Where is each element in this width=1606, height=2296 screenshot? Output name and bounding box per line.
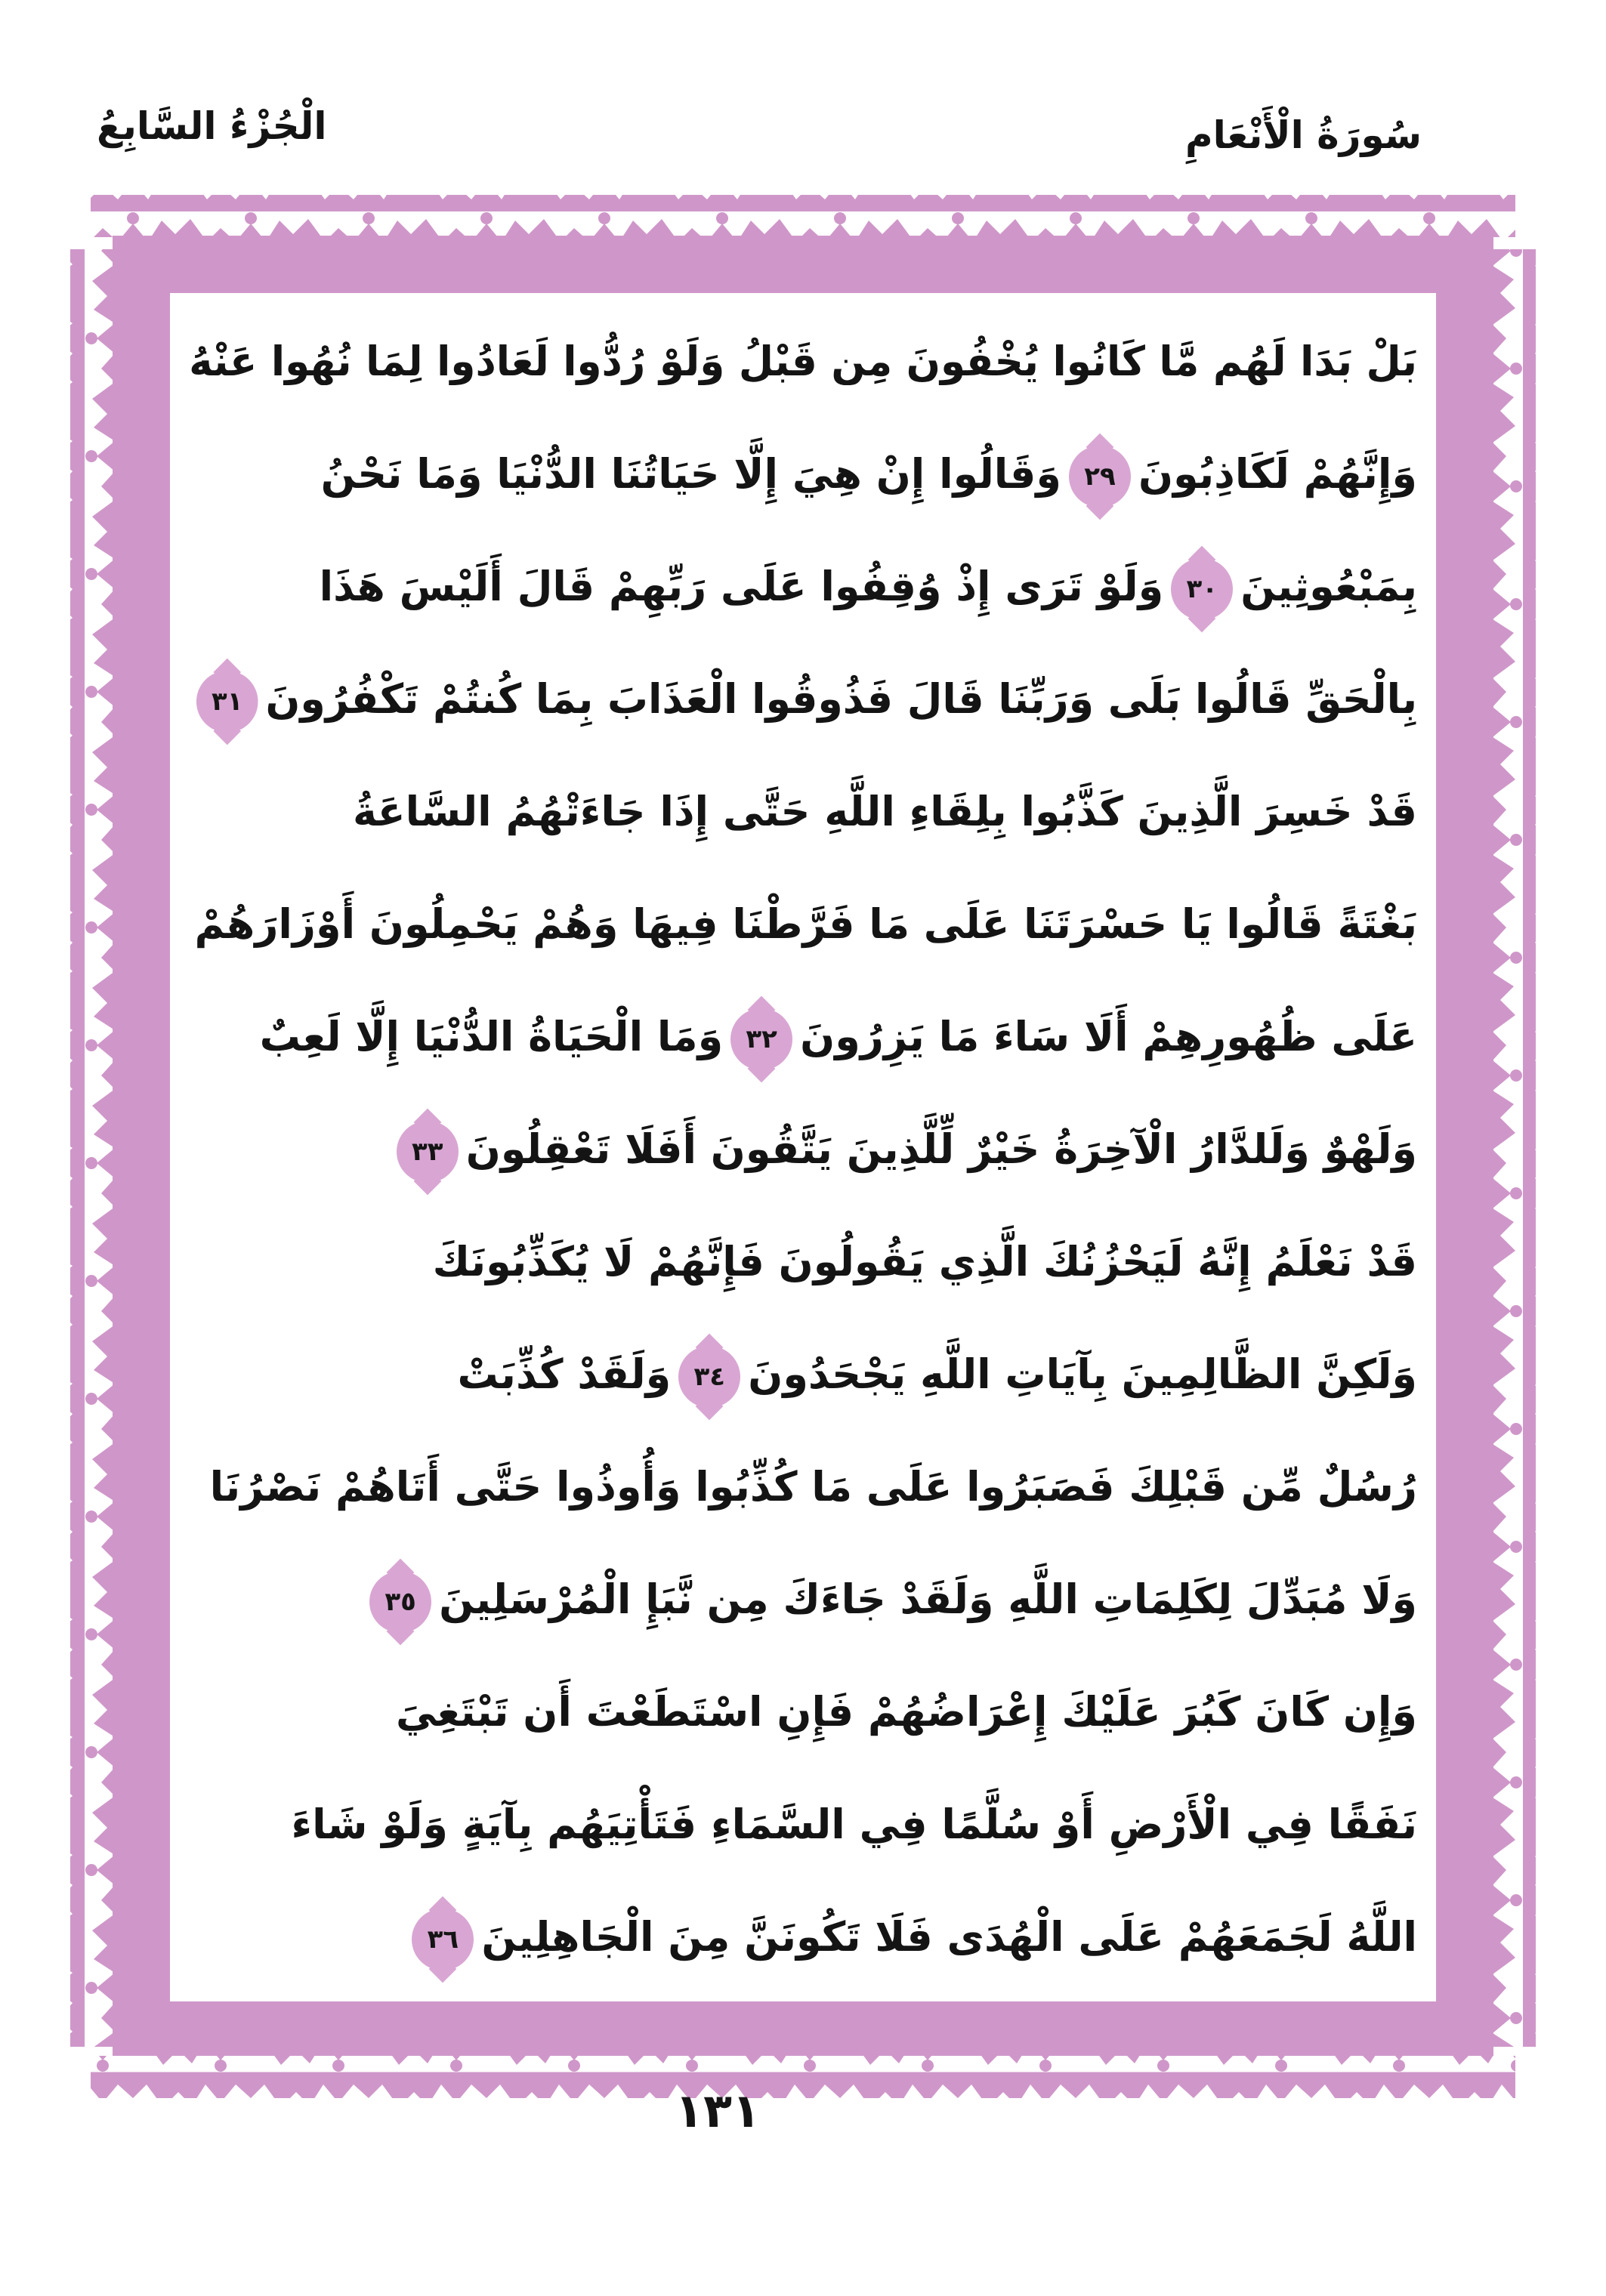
verse-marker [397, 1121, 459, 1183]
quran-text: نَفَقًا فِي الْأَرْضِ أَوْ سُلَّمًا فِي السَّمَاءِ فَتَأْتِيَهُم بِآيَةٍ وَلَوْ شَاءَ [291, 1801, 1417, 1848]
verse-number: ٣٤ [693, 1362, 726, 1393]
quran-text: وَلَكِنَّ الظَّالِمِينَ بِآيَاتِ اللَّهِ يَجْحَدُونَ [748, 1350, 1417, 1398]
verse-number: ٣٦ [427, 1924, 459, 1955]
verse-marker [412, 1909, 474, 1970]
verse-marker [196, 671, 258, 733]
verse-marker [678, 1346, 740, 1408]
verse-number: ٢٩ [1084, 461, 1116, 492]
quran-line [189, 1543, 1417, 1656]
verse-marker [1171, 558, 1233, 620]
quran-text-block [189, 305, 1417, 1993]
verse-number: ٣٣ [411, 1137, 443, 1168]
quran-text: وَلَا مُبَدِّلَ لِكَلِمَاتِ اللَّهِ وَلَقَدْ جَاءَكَ مِن نَّبَإِ الْمُرْسَلِينَ [439, 1575, 1417, 1623]
juz-title: الْجُزْءُ السَّابِعُ [97, 104, 327, 148]
quran-text: وَإِن كَانَ كَبُرَ عَلَيْكَ إِعْرَاضُهُمْ فَإِنِ اسْتَطَعْتَ أَن تَبْتَغِيَ [395, 1688, 1417, 1736]
quran-text: وَقَالُوا إِنْ هِيَ إِلَّا حَيَاتُنَا الدُّنْيَا وَمَا نَحْنُ [320, 450, 1061, 498]
quran-text: قَدْ خَسِرَ الَّذِينَ كَذَّبُوا بِلِقَاءِ اللَّهِ حَتَّى إِذَا جَاءَتْهُمُ السَّاعَةُ [353, 788, 1417, 835]
quran-text: بَلْ بَدَا لَهُم مَّا كَانُوا يُخْفُونَ مِن قَبْلُ وَلَوْ رُدُّوا لَعَادُوا لِمَا نُهُوا عَنْهُ [189, 338, 1418, 385]
quran-line [189, 1768, 1417, 1881]
verse-number: ٣٥ [385, 1587, 416, 1618]
quran-line [189, 1318, 1417, 1430]
quran-line [189, 1205, 1417, 1318]
quran-line [189, 1881, 1417, 1993]
quran-line [189, 980, 1417, 1093]
quran-text: بِالْحَقِّ قَالُوا بَلَى وَرَبِّنَا قَالَ فَذُوقُوا الْعَذَابَ بِمَا كُنتُمْ تَكْفُرُونَ [265, 675, 1417, 723]
quran-text: بِمَبْعُوثِينَ [1240, 563, 1417, 610]
verse-number: ٣٠ [1186, 574, 1218, 605]
frame-fringe-left [70, 249, 113, 2047]
quran-line [195, 643, 1417, 755]
surah-title: سُورَةُ الْأَنْعَامِ [1184, 113, 1422, 157]
verse-number: ٣٢ [746, 1024, 777, 1055]
quran-line [189, 1430, 1417, 1543]
frame-fringe-right [1493, 249, 1536, 2047]
quran-line [189, 755, 1417, 868]
quran-text: وَمَا الْحَيَاةُ الدُّنْيَا إِلَّا لَعِبٌ [259, 1013, 724, 1060]
frame-fringe-top [91, 195, 1515, 237]
quran-text: بَغْتَةً قَالُوا يَا حَسْرَتَنَا عَلَى مَا فَرَّطْنَا فِيهَا وَهُمْ يَحْمِلُونَ أَوْزَارَهُمْ [194, 900, 1417, 948]
page-number: ١٣١ [675, 2083, 761, 2138]
quran-text: وَلَهْوٌ وَلَلدَّارُ الْآخِرَةُ خَيْرٌ لِّلَّذِينَ يَتَّقُونَ أَفَلَا تَعْقِلُونَ [465, 1125, 1417, 1173]
quran-text: رُسُلٌ مِّن قَبْلِكَ فَصَبَرُوا عَلَى مَا كُذِّبُوا وَأُوذُوا حَتَّى أَتَاهُمْ نَصْرُنَا [209, 1463, 1417, 1511]
verse-marker [1069, 446, 1131, 508]
quran-text: اللَّهُ لَجَمَعَهُمْ عَلَى الْهُدَى فَلَا تَكُونَنَّ مِنَ الْجَاهِلِينَ [481, 1913, 1417, 1961]
quran-text: وَلَوْ تَرَى إِذْ وُقِفُوا عَلَى رَبِّهِمْ قَالَ أَلَيْسَ هَذَا [319, 563, 1164, 610]
quran-line [189, 868, 1417, 980]
quran-text: وَإِنَّهُمْ لَكَاذِبُونَ [1138, 450, 1417, 498]
quran-line [189, 1093, 1417, 1205]
quran-line [189, 1656, 1417, 1768]
verse-number: ٣١ [212, 687, 243, 718]
quran-text: قَدْ نَعْلَمُ إِنَّهُ لَيَحْزُنُكَ الَّذِي يَقُولُونَ فَإِنَّهُمْ لَا يُكَذِّبُونَكَ [432, 1238, 1417, 1285]
verse-marker [369, 1571, 431, 1633]
verse-marker [730, 1008, 792, 1070]
quran-text: وَلَقَدْ كُذِّبَتْ [457, 1350, 672, 1398]
quran-text: عَلَى ظُهُورِهِمْ أَلَا سَاءَ مَا يَزِرُونَ [800, 1013, 1417, 1060]
quran-line [189, 305, 1418, 418]
quran-line [189, 530, 1417, 643]
quran-line [189, 418, 1417, 530]
